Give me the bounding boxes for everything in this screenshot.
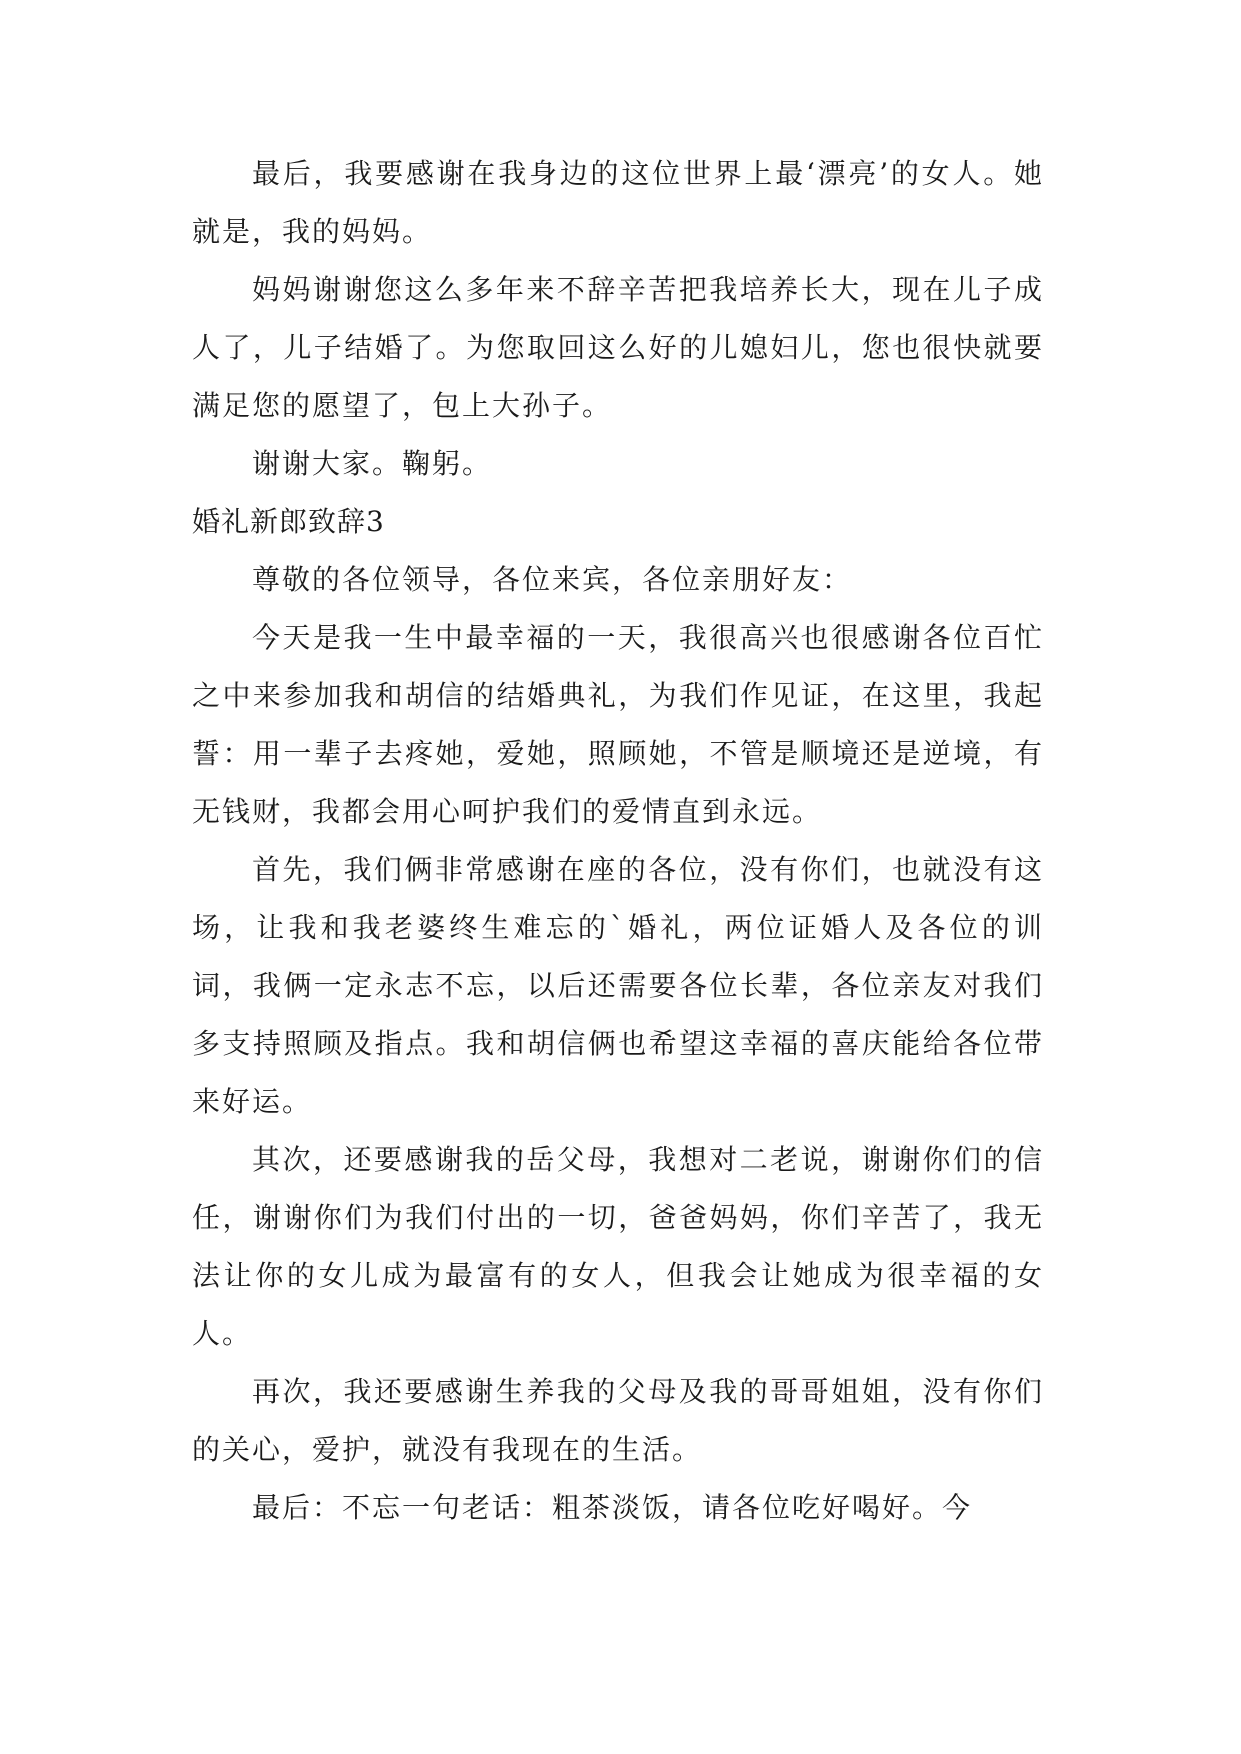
paragraph: 谢谢大家。鞠躬。 [252, 447, 493, 480]
paragraph: 尊敬的各位领导，各位来宾，各位亲朋好友： [252, 563, 853, 596]
paragraph: 今天是我一生中最幸福的一天，我很高兴也很感谢各位百忙之中来参加我和胡信的结婚典礼，为我们作见证，在这里，我起誓：用一辈子去疼她，爱她，照顾她，不管是顺境还是逆境，有无钱财，我都会用心呵护我们的爱情直到永远。 [192, 621, 1044, 828]
paragraph: 妈妈谢谢您这么多年来不辞辛苦把我培养长大，现在儿子成人了，儿子结婚了。为您取回这么好的儿媳妇儿，您也很快就要满足您的愿望了，包上大孙子。 [192, 273, 1044, 422]
paragraph: 首先，我们俩非常感谢在座的各位，没有你们，也就没有这场，让我和我老婆终生难忘的`婚礼，两位证婚人及各位的训词，我俩一定永志不忘，以后还需要各位长辈，各位亲友对我们多支持照顾及指点。我和胡信俩也希望这幸福的喜庆能给各位带来好运。 [192, 853, 1044, 1118]
section-title: 婚礼新郎致辞3 [192, 505, 385, 538]
paragraph: 最后：不忘一句老话：粗茶淡饭，请各位吃好喝好。今 [252, 1491, 973, 1524]
paragraph: 最后，我要感谢在我身边的这位世界上最‘漂亮’的女人。她就是，我的妈妈。 [192, 157, 1044, 248]
paragraph: 再次，我还要感谢生养我的父母及我的哥哥姐姐，没有你们的关心，爱护，就没有我现在的生活。 [192, 1375, 1044, 1466]
document-body [192, 145, 1044, 1537]
paragraph: 其次，还要感谢我的岳父母，我想对二老说，谢谢你们的信任，谢谢你们为我们付出的一切，爸爸妈妈，你们辛苦了，我无法让你的女儿成为最富有的女人，但我会让她成为很幸福的女人。 [192, 1143, 1044, 1350]
